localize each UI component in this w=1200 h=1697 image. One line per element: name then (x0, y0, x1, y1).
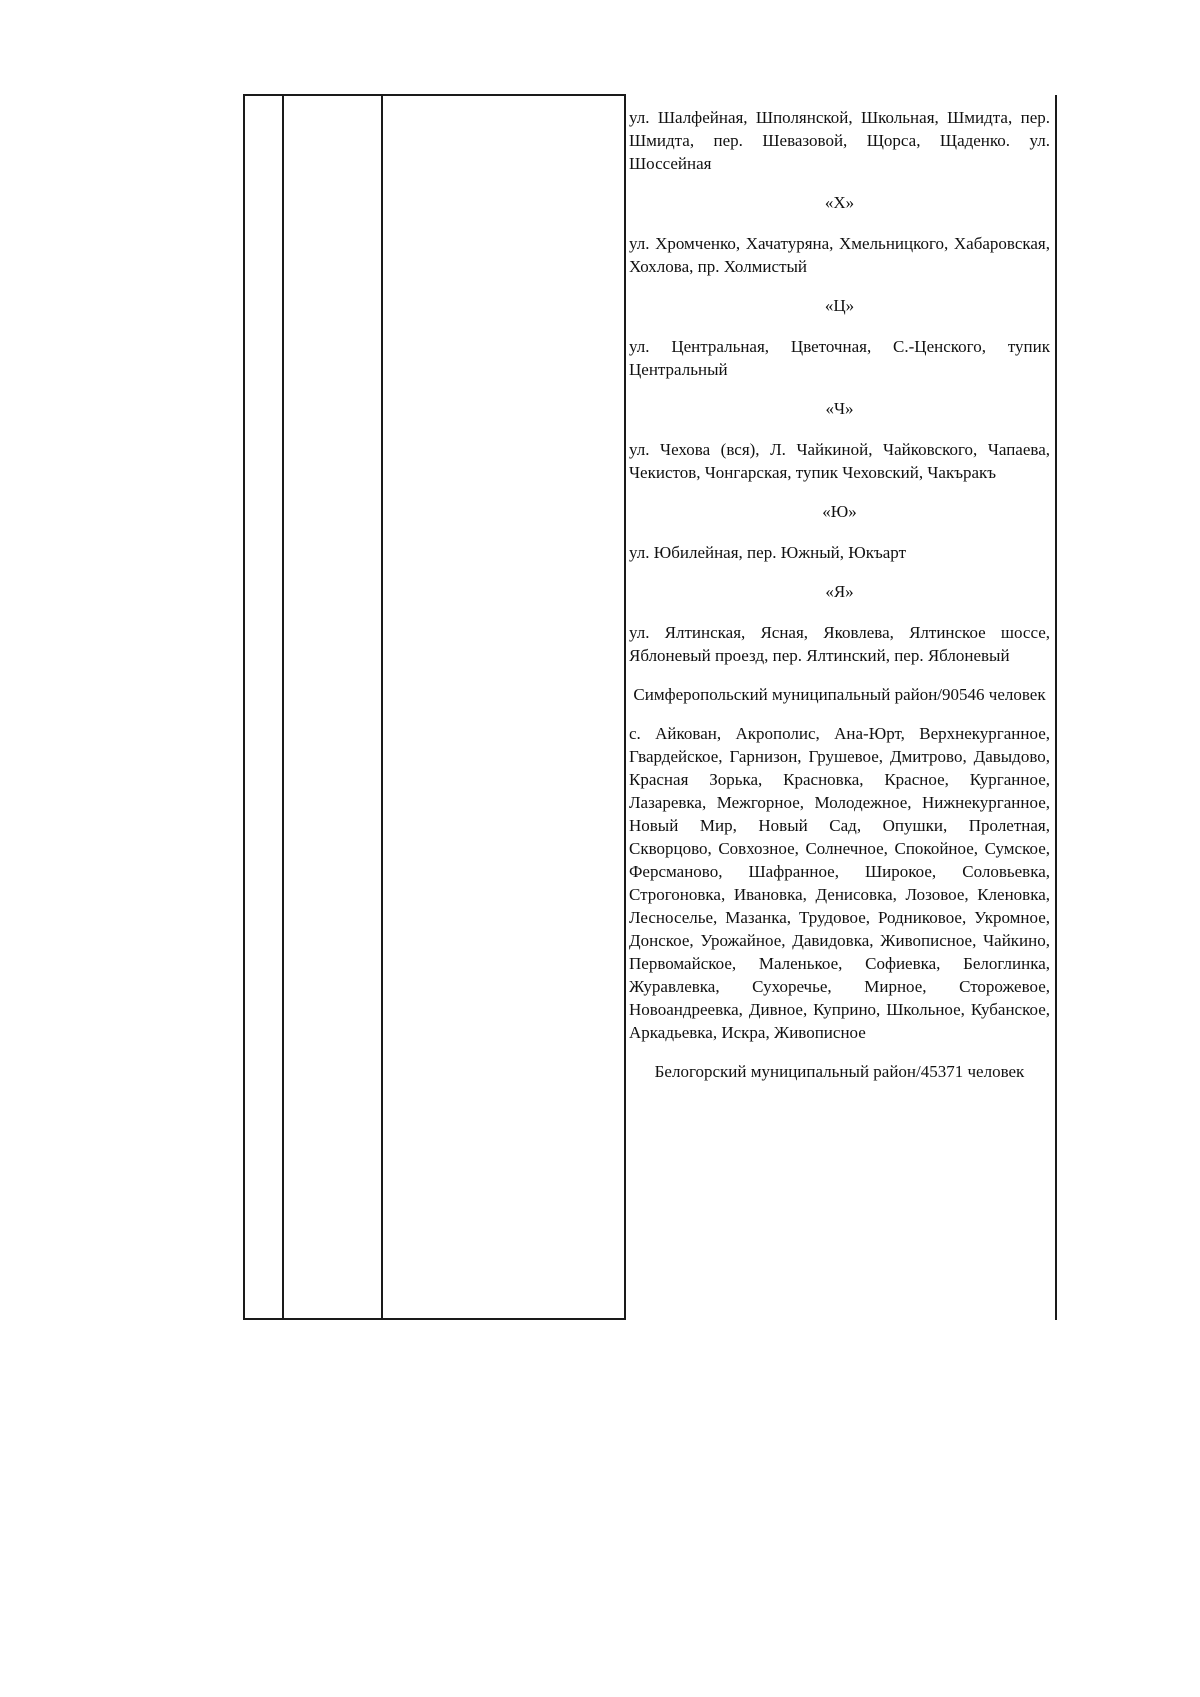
table-border-bottom (243, 1318, 626, 1320)
district-heading-belogorsk: Белогорский муниципальный район/45371 человек (654, 1062, 1025, 1081)
table-border-top (243, 94, 626, 96)
street-list-ya: ул. Ялтинская, Ясная, Яковлева, Ялтинское шоссе, Яблоневый проезд, пер. Ялтинский, пер. Яблоневый (629, 623, 1050, 665)
village-list-simferopol: с. Айкован, Акрополис, Ана-Юрт, Верхнекурганное, Гвардейское, Гарнизон, Грушевое, Дмитрово, Давыдово, Красная Зорька, Красновка, Красное, Курганное, Лазаревка, Межгорное, Молодежное, Нижнекурганное, Новый Мир, Новый Сад, Опушки, Пролетная, Скворцово, Совхозное, Солнечное, Спокойное, Сумское, Ферсманово, Шафранное, Широкое, Соловьевка, Строгоновка, Ивановка, Денисовка, Лозовое, Кленовка, Лесноселье, Мазанка, Трудовое, Родниковое, Укромное, Донское, Урожайное, Давидовка, Живописное, Чайкино, Первомайское, Маленькое, Софиевка, Белоглинка, Журавлевка, Сухоречье, Мирное, Сторожевое, Новоандреевка, Дивное, Куприно, Школьное, Кубанское, Аркадьевка, Искра, Живописное (629, 724, 1050, 1042)
street-list-sh: ул. Шалфейная, Шполянской, Школьная, Шмидта, пер. Шмидта, пер. Шевазовой, Щорса, Щаденко. ул. Шоссейная (629, 108, 1050, 173)
street-list-yu: ул. Юбилейная, пер. Южный, Юкъарт (629, 543, 907, 562)
table-border-left (243, 95, 245, 1320)
letter-heading-kh: «Х» (824, 193, 855, 212)
table-border-right (1055, 95, 1057, 1320)
street-list-kh: ул. Хромченко, Хачатуряна, Хмельницкого, Хабаровская, Хохлова, пр. Холмистый (629, 234, 1050, 276)
table-column-divider-1 (282, 95, 284, 1320)
district-heading-simferopol: Симферопольский муниципальный район/90546 человек (633, 685, 1046, 704)
table-column-divider-2 (381, 95, 383, 1320)
street-list-ts: ул. Центральная, Цветочная, С.-Ценского, тупик Центральный (629, 337, 1050, 379)
table-column-divider-3 (624, 95, 626, 1320)
letter-heading-yu: «Ю» (822, 502, 857, 521)
table-cell-addresses (629, 106, 1050, 1083)
letter-heading-ch: «Ч» (825, 399, 854, 418)
letter-heading-ts: «Ц» (824, 296, 855, 315)
street-list-ch: ул. Чехова (вся), Л. Чайкиной, Чайковского, Чапаева, Чекистов, Чонгарская, тупик Чеховский, Чакъракъ (629, 440, 1050, 482)
letter-heading-ya: «Я» (825, 582, 854, 601)
